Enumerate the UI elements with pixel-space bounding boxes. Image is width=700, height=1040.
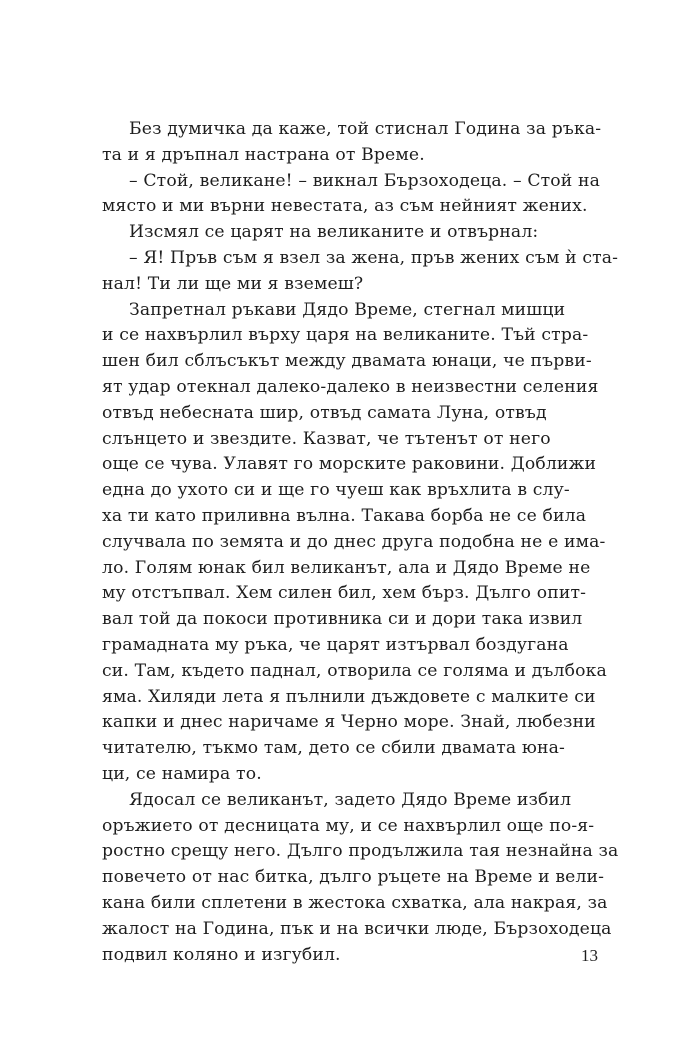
text-line: яма. Хиляди лета я пълнили дъждовете с малките си: [102, 686, 596, 707]
text-line: ят удар отекнал далеко-далеко в неизвестни селения: [102, 376, 599, 397]
text-line: си. Там, където паднал, отворила се голяма и дълбока: [102, 660, 607, 681]
text-line: – Стой, великане! – викнал Бързоходеца. – Стой на: [129, 170, 601, 191]
text-line: жалост на Година, пък и на всички люде, Бързоходеца: [102, 918, 612, 939]
text-line: му отстъпвал. Хем силен бил, хем бърз. Дълго опит-: [102, 583, 587, 604]
text-line: място и ми върни невестата, аз съм нейният жених.: [102, 196, 588, 217]
text-line: кана били сплетени в жестока схватка, ала накрая, за: [102, 892, 608, 913]
text-line: още се чува. Улавят го морските раковини. Доближи: [102, 454, 597, 475]
text-line: ха ти като приливна вълна. Такава борба не се била: [102, 505, 587, 526]
text-line: Изсмял се царят на великаните и отвърнал:: [129, 222, 539, 243]
text-line: отвъд небесната шир, отвъд самата Луна, отвъд: [102, 402, 547, 423]
text-line: ростно срещу него. Дълго продължила тая незнайна за: [102, 841, 619, 862]
text-line: повечето от нас битка, дълго ръцете на Време и вели-: [102, 867, 605, 888]
text-line: оръжието от десницата му, и се нахвърлил още по-я-: [102, 815, 595, 836]
text-line: Без думичка да каже, той стиснал Година за ръка-: [129, 119, 602, 139]
text-line: читателю, тъкмо там, дето се сбили двамата юна-: [102, 738, 565, 759]
text-line: Запретнал ръкави Дядо Време, стегнал мишци: [129, 299, 566, 320]
text-line: та и я дръпнал настрана от Време.: [102, 144, 425, 165]
body-text: [102, 117, 619, 968]
text-line: капки и днес наричаме я Черно море. Знай, любезни: [102, 712, 596, 733]
text-line: – Я! Пръв съм я взел за жена, пръв жених съм ѝ ста-: [129, 247, 619, 268]
text-line: шен бил сблъсъкът между двамата юнаци, че първи-: [102, 351, 592, 372]
text-line: нал! Ти ли ще ми я вземеш?: [102, 273, 364, 294]
text-line: една до ухото си и ще го чуеш как връхлита в слу-: [102, 480, 570, 501]
page-number: 13: [581, 946, 598, 965]
text-line: ло. Голям юнак бил великанът, ала и Дядо Време не: [102, 557, 591, 578]
text-line: и се нахвърлил върху царя на великаните. Тъй стра-: [102, 325, 589, 346]
text-line: вал той да покоси противника си и дори така извил: [102, 609, 583, 630]
text-line: слънцето и звездите. Казват, че тътенът от него: [102, 428, 551, 449]
text-line: Ядосал се великанът, задето Дядо Време избил: [129, 789, 572, 810]
text-line: грамадната му ръка, че царят изтървал боздугана: [102, 634, 569, 655]
text-line: ци, се намира то.: [102, 763, 262, 784]
text-line: подвил коляно и изгубил.: [102, 944, 341, 965]
text-line: случвала по земята и до днес друга подобна не е има-: [102, 531, 606, 552]
